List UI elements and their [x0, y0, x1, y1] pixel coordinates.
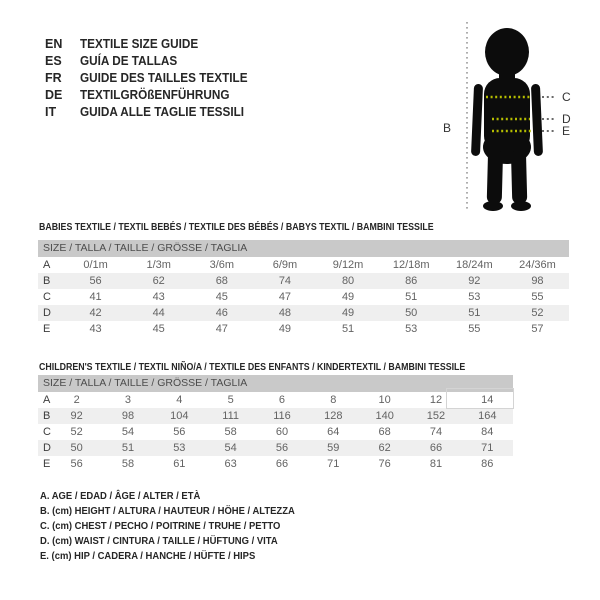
- legend-hip: E. (cm) HIP / CADERA / HANCHE / HÜFTE / HIPS: [40, 550, 256, 562]
- row-label: E: [43, 323, 51, 335]
- height-label: B: [443, 121, 452, 135]
- table-cell: 50: [70, 442, 83, 454]
- table-cell: 128: [324, 410, 343, 422]
- table-cell: 49: [341, 307, 355, 319]
- lang-code: ES: [45, 54, 62, 68]
- table-cell: 62: [152, 275, 165, 287]
- table-cell: 51: [468, 307, 481, 319]
- table-cell: 9/12m: [332, 259, 364, 271]
- children-table-row-D: [38, 440, 513, 456]
- babies-size-table: [38, 240, 569, 337]
- table-cell: 164: [478, 410, 497, 422]
- table-cell: 55: [531, 291, 544, 303]
- babies-table-row-A: [38, 257, 569, 273]
- children-table-row-B: [38, 408, 513, 424]
- table-cell: 52: [531, 307, 544, 319]
- hip-label: E: [562, 124, 571, 138]
- table-cell: 58: [121, 458, 135, 470]
- table-cell: 92: [468, 275, 481, 287]
- table-cell: 14: [481, 394, 494, 406]
- table-cell: 71: [481, 442, 494, 454]
- table-cell: 12/18m: [392, 259, 430, 271]
- babies-size-header-bar: SIZE / TALLA / TAILLE / GRÖSSE / TAGLIA: [38, 240, 569, 257]
- table-cell: 80: [341, 275, 355, 287]
- lang-row-it: [45, 104, 258, 121]
- row-label: B: [43, 410, 51, 422]
- children-table-row-E: [38, 456, 513, 472]
- table-cell: 63: [224, 458, 237, 470]
- row-label: C: [43, 291, 51, 303]
- table-cell: 74: [429, 426, 443, 438]
- table-cell: 43: [89, 323, 102, 335]
- lang-title: TEXTILE SIZE GUIDE: [80, 37, 199, 51]
- table-cell: 92: [70, 410, 83, 422]
- table-cell: 60: [275, 426, 289, 438]
- table-cell: 56: [275, 442, 289, 454]
- table-cell: 56: [173, 426, 186, 438]
- table-cell: 81: [429, 458, 443, 470]
- lang-row-de: [45, 87, 258, 104]
- legend-waist: D. (cm) WAIST / CINTURA / TAILLE / HÜFTUNG / VITA: [40, 535, 278, 547]
- table-cell: 43: [152, 291, 165, 303]
- table-cell: 57: [531, 323, 544, 335]
- table-cell: 51: [341, 323, 355, 335]
- table-cell: 61: [173, 458, 186, 470]
- table-cell: 1/3m: [146, 259, 171, 271]
- babies-section-heading: BABIES TEXTILE / TEXTIL BEBÉS / TEXTILE DES BÉBÉS / BABYS TEXTIL / BAMBINI TESSILE: [39, 221, 434, 233]
- lang-title: GUIDA ALLE TAGLIE TESSILI: [80, 105, 245, 119]
- table-cell: 55: [468, 323, 481, 335]
- lang-row-es: [45, 53, 258, 70]
- table-cell: 4: [176, 394, 183, 406]
- table-cell: 71: [327, 458, 340, 470]
- row-label: E: [43, 458, 51, 470]
- children-size-table: [38, 375, 513, 472]
- table-cell: 2: [73, 394, 80, 406]
- table-cell: 98: [531, 275, 544, 287]
- chest-label: C: [562, 90, 571, 104]
- table-cell: 53: [173, 442, 186, 454]
- row-label: A: [43, 394, 51, 406]
- babies-table-row-E: [38, 321, 569, 337]
- table-cell: 86: [481, 458, 494, 470]
- child-silhouette-figure: [430, 14, 600, 214]
- table-cell: 5: [227, 394, 234, 406]
- table-cell: 3/6m: [209, 259, 235, 271]
- table-cell: 6: [278, 394, 286, 406]
- legend-chest: C. (cm) CHEST / PECHO / POITRINE / TRUHE / PETTO: [40, 520, 281, 532]
- table-cell: 0/1m: [83, 259, 108, 271]
- table-cell: 54: [121, 426, 135, 438]
- lang-title: GUÍA DE TALLAS: [80, 54, 178, 68]
- table-cell: 24/36m: [519, 259, 556, 271]
- table-cell: 3: [124, 394, 132, 406]
- table-cell: 8: [330, 394, 337, 406]
- table-cell: 51: [121, 442, 135, 454]
- table-cell: 45: [152, 323, 165, 335]
- table-cell: 152: [426, 410, 446, 422]
- table-cell: 66: [275, 458, 289, 470]
- table-cell: 47: [278, 291, 292, 303]
- table-cell: 50: [405, 307, 418, 319]
- lang-title: TEXTILGRÖßENFÜHRUNG: [80, 88, 230, 102]
- row-label: A: [43, 259, 51, 271]
- row-label: D: [43, 307, 51, 319]
- table-cell: 6/9m: [272, 259, 298, 271]
- measurement-legend: [40, 489, 323, 564]
- table-cell: 66: [429, 442, 443, 454]
- row-label: C: [43, 426, 51, 438]
- table-cell: 18/24m: [455, 259, 493, 271]
- table-cell: 49: [278, 323, 292, 335]
- table-cell: 111: [222, 410, 240, 422]
- table-cell: 45: [215, 291, 228, 303]
- table-cell: 44: [152, 307, 165, 319]
- table-cell: 12: [429, 394, 443, 406]
- table-cell: 84: [481, 426, 494, 438]
- table-cell: 68: [378, 426, 391, 438]
- children-size-header-bar: SIZE / TALLA / TAILLE / GRÖSSE / TAGLIA: [38, 375, 513, 392]
- table-cell: 74: [278, 275, 292, 287]
- table-cell: 64: [327, 426, 340, 438]
- table-cell: 52: [70, 426, 83, 438]
- children-section-heading: CHILDREN'S TEXTILE / TEXTIL NIÑO/A / TEXTILE DES ENFANTS / KINDERTEXTIL / BAMBINI TESSILE: [39, 361, 466, 373]
- lang-code: EN: [45, 37, 63, 51]
- table-cell: 54: [224, 442, 237, 454]
- table-cell: 98: [121, 410, 135, 422]
- lang-code: IT: [45, 105, 57, 119]
- table-cell: 48: [278, 307, 292, 319]
- babies-table-row-D: [38, 305, 569, 321]
- table-cell: 47: [215, 323, 228, 335]
- table-cell: 41: [89, 291, 102, 303]
- table-cell: 56: [89, 275, 102, 287]
- table-cell: 56: [70, 458, 83, 470]
- table-cell: 10: [378, 394, 391, 406]
- table-cell: 62: [378, 442, 391, 454]
- children-size-highlight-box: [446, 388, 514, 409]
- lang-title: GUIDE DES TAILLES TEXTILE: [80, 71, 248, 85]
- table-cell: 42: [89, 307, 102, 319]
- babies-table-row-C: [38, 289, 569, 305]
- table-cell: 86: [405, 275, 418, 287]
- table-cell: 51: [405, 291, 418, 303]
- legend-height: B. (cm) HEIGHT / ALTURA / HAUTEUR / HÖHE / ALTEZZA: [40, 505, 295, 517]
- babies-table-row-B: [38, 273, 569, 289]
- table-cell: 49: [341, 291, 355, 303]
- table-cell: 76: [378, 458, 391, 470]
- lang-code: FR: [45, 71, 62, 85]
- lang-row-fr: [45, 70, 258, 87]
- table-cell: 53: [468, 291, 481, 303]
- table-cell: 59: [327, 442, 340, 454]
- table-cell: 104: [170, 410, 189, 422]
- table-cell: 53: [405, 323, 418, 335]
- table-cell: 116: [273, 410, 291, 422]
- row-label: B: [43, 275, 51, 287]
- lang-row-en: [45, 36, 258, 53]
- legend-age: A. AGE / EDAD / ÂGE / ALTER / ETÀ: [40, 490, 201, 502]
- table-cell: 140: [375, 410, 394, 422]
- row-label: D: [43, 442, 51, 454]
- children-table-row-C: [38, 424, 513, 440]
- lang-code: DE: [45, 88, 63, 102]
- table-cell: 46: [215, 307, 228, 319]
- table-cell: 68: [215, 275, 228, 287]
- table-cell: 58: [224, 426, 237, 438]
- waist-label: D: [562, 112, 571, 126]
- children-table-row-A: [38, 392, 513, 408]
- language-title-block: [45, 36, 258, 121]
